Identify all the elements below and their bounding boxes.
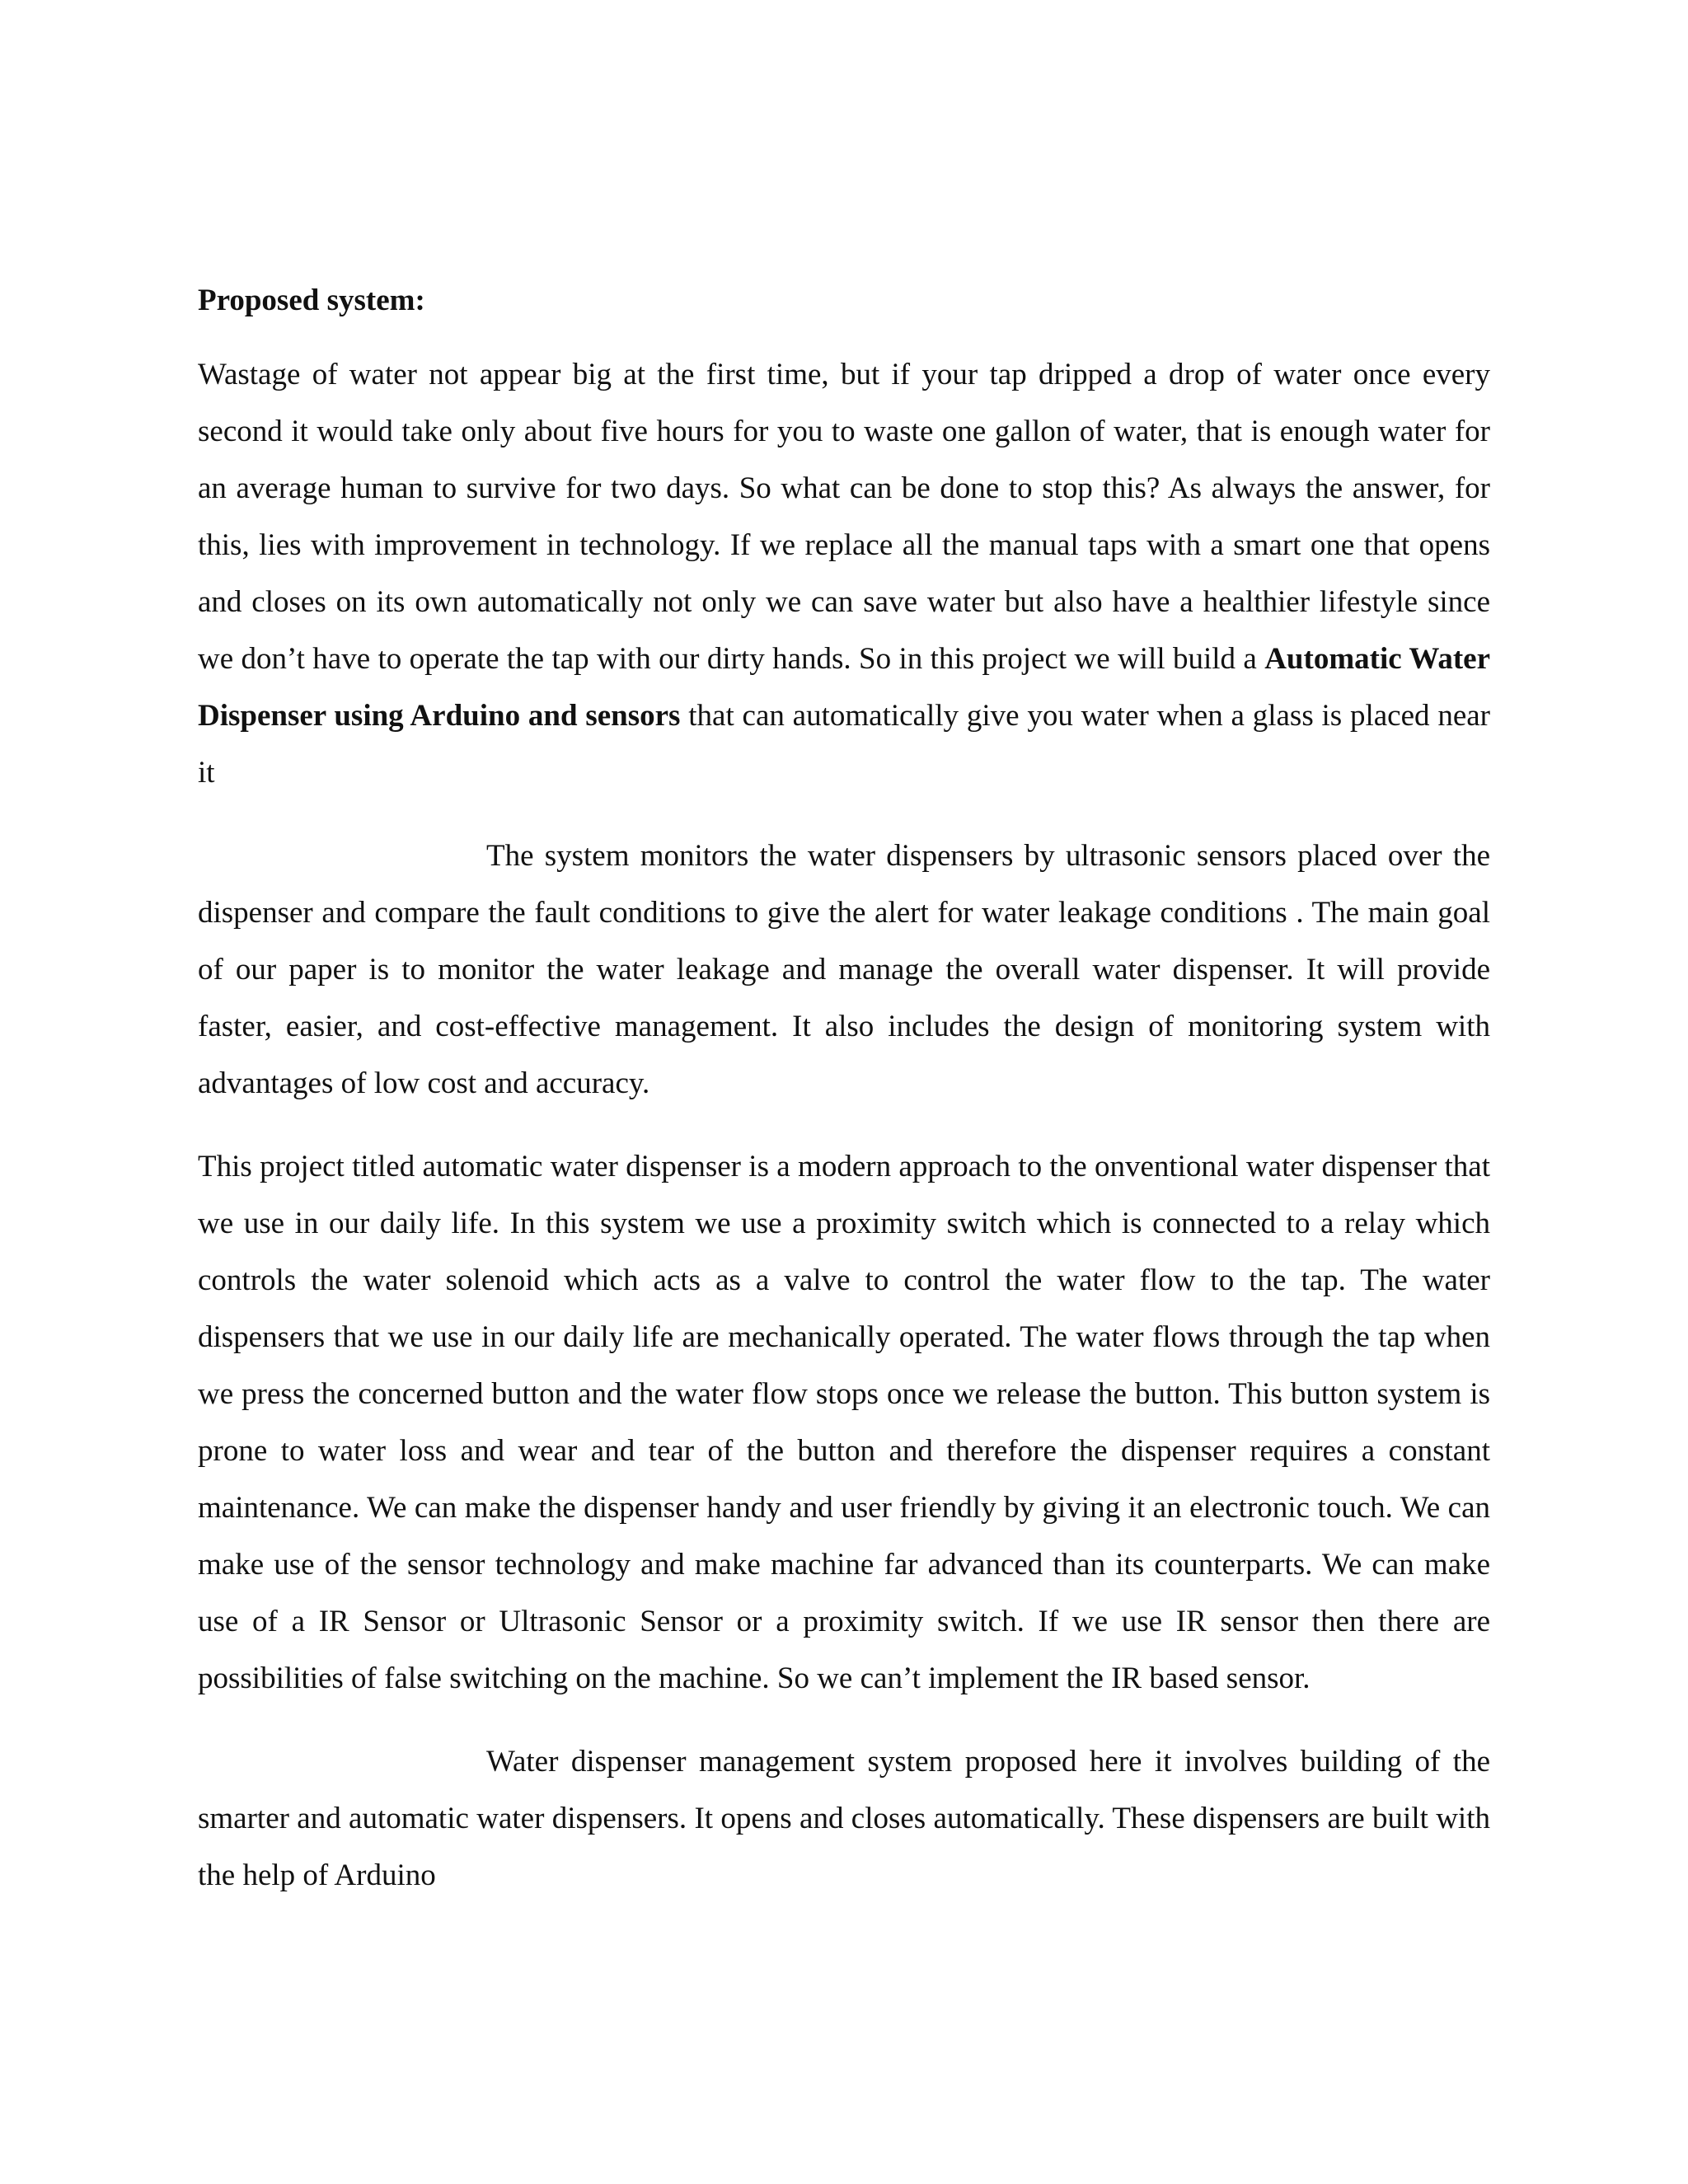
paragraph-project-description: This project titled automatic water dispenser is a modern approach to the onventional water dispenser that we use in our daily life. In this system we use a proximity switch which is connected to a relay which controls the water solenoid which acts as a valve to control the water flow to the tap. The water dispensers that we use in our daily life are mechanically operated. The water flows through the tap when we press the concerned button and the water flow stops once we release the button. This button system is prone to water loss and wear and tear of the button and therefore the dispenser requires a constant maintenance. We can make the dispenser handy and user friendly by giving it an electronic touch. We can make use of the sensor technology and make machine far advanced than its counterparts. We can make use of a IR Sensor or Ultrasonic Sensor or a proximity switch. If we use IR sensor then there are possibilities of false switching on the machine. So we can’t implement the IR based sensor. bbox=[198, 1150, 1490, 1695]
document-page bbox=[198, 272, 1490, 1930]
paragraph-monitoring: The system monitors the water dispensers by ultrasonic sensors placed over the dispenser and compare the fault conditions to give the alert for water leakage conditions . The main goal of our paper is to monitor the water leakage and manage the overall water dispenser. It will provide faster, easier, and cost-effective management. It also includes the design of monitoring system with advantages of low cost and accuracy. bbox=[198, 839, 1490, 1100]
paragraph-wastage-text: Wastage of water not appear big at the first time, but if your tap dripped a drop of water once every second it would take only about five hours for you to waste one gallon of water, that is enough water for an average human to survive for two days. So what can be done to stop this? As always the answer, for this, lies with improvement in technology. If we replace all the manual taps with a smart one that opens and closes on its own automatically not only we can save water but also have a healthier lifestyle since we don’t have to operate the tap with our dirty hands. So in this project we will build a bbox=[198, 358, 1490, 676]
project-title-bold: Automatic Water Dispenser using Arduino and sensors bbox=[198, 642, 1490, 733]
paragraph-wastage bbox=[198, 346, 1490, 801]
paragraph-wastage-tail: that can automatically give you water when a glass is placed near it bbox=[198, 699, 1490, 790]
paragraph-management-system: Water dispenser management system proposed here it involves building of the smarter and automatic water dispensers. It opens and closes automatically. These dispensers are built with the help of Arduino bbox=[198, 1745, 1490, 1892]
section-heading: Proposed system: bbox=[198, 284, 425, 317]
